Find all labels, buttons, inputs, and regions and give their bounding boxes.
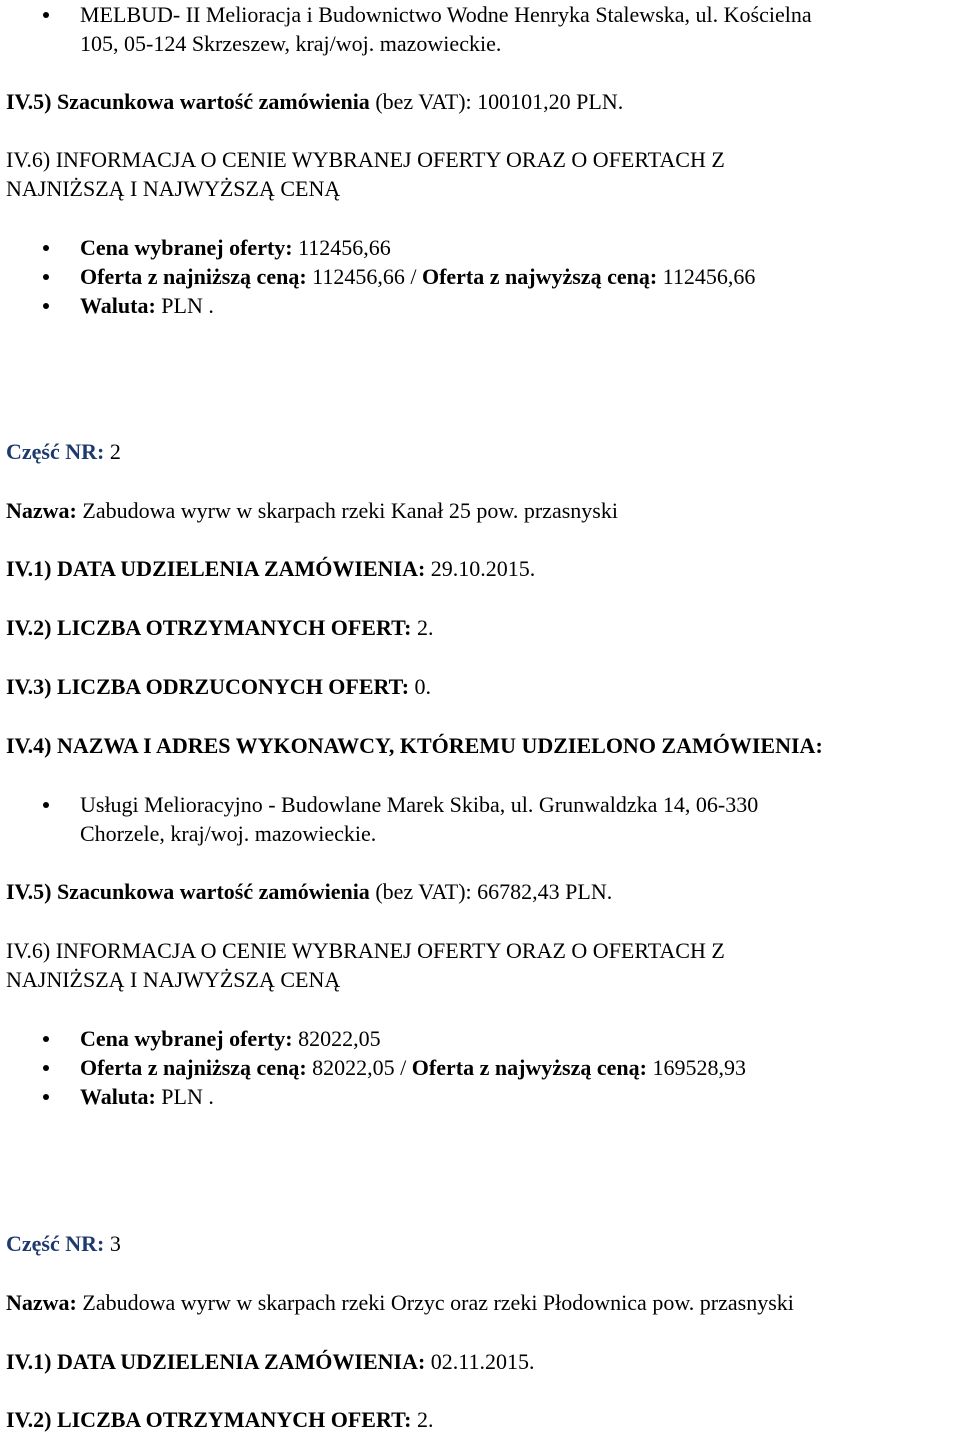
contractor-line-1: Usługi Melioracyjno - Budowlane Marek Skiba, ul. Grunwaldzka 14, 06-330	[80, 792, 759, 817]
price-info-heading-line-1: IV.6) INFORMACJA O CENIE WYBRANEJ OFERTY ORAZ O OFERTACH Z	[6, 147, 725, 172]
offers-received: 2.	[416, 1407, 434, 1432]
part-number-label: Część NR:	[6, 439, 105, 464]
selected-offer-price-label: Cena wybranej oferty:	[80, 235, 293, 260]
price-info-heading-line-2: NAJNIŻSZĄ I NAJWYŻSZĄ CENĄ	[6, 176, 341, 201]
award-date-line	[6, 1347, 956, 1376]
offers-received: 2.	[416, 615, 434, 640]
price-info-heading-line-2: NAJNIŻSZĄ I NAJWYŻSZĄ CENĄ	[6, 967, 341, 992]
estimated-value-line	[6, 877, 956, 906]
part-name-label: Nazwa:	[6, 1290, 77, 1315]
offer-separator: /	[410, 264, 417, 289]
estimated-value-label: IV.5) Szacunkowa wartość zamówienia	[6, 879, 370, 904]
contractor-heading: IV.4) NAZWA I ADRES WYKONAWCY, KTÓREMU UDZIELONO ZAMÓWIENIA:	[6, 733, 823, 758]
selected-offer-price-item	[80, 1024, 950, 1053]
part-name: Zabudowa wyrw w skarpach rzeki Kanał 25 pow. przasnyski	[82, 498, 618, 523]
currency-label: Waluta:	[80, 1084, 156, 1109]
lowest-offer-label: Oferta z najniższą ceną:	[80, 264, 307, 289]
contractor-list-item	[80, 790, 950, 848]
price-info-heading-line-1: IV.6) INFORMACJA O CENIE WYBRANEJ OFERTY ORAZ O OFERTACH Z	[6, 938, 725, 963]
offers-received-line	[6, 1405, 956, 1434]
part-number: 2	[109, 439, 121, 464]
contractor-list-item	[80, 0, 950, 58]
currency-item	[80, 291, 950, 320]
offer-range-item	[80, 262, 950, 291]
part-name: Zabudowa wyrw w skarpach rzeki Orzyc oraz rzeki Płodownica pow. przasnyski	[82, 1290, 794, 1315]
estimated-value-note: (bez VAT):	[375, 879, 472, 904]
part-name-line	[6, 1288, 956, 1317]
award-date: 29.10.2015.	[430, 556, 536, 581]
currency-item	[80, 1082, 950, 1111]
part-number: 3	[109, 1231, 121, 1256]
lowest-offer-label: Oferta z najniższą ceną:	[80, 1055, 307, 1080]
estimated-value: 100101,20 PLN.	[477, 89, 624, 114]
lowest-offer-value: 112456,66	[312, 264, 405, 289]
offers-received-line	[6, 613, 956, 642]
award-date: 02.11.2015.	[430, 1349, 535, 1374]
selected-offer-price-item	[80, 233, 950, 262]
highest-offer-label: Oferta z najwyższą ceną:	[411, 1055, 647, 1080]
lowest-offer-value: 82022,05	[312, 1055, 395, 1080]
offers-received-label: IV.2) LICZBA OTRZYMANYCH OFERT:	[6, 615, 412, 640]
currency-label: Waluta:	[80, 293, 156, 318]
contractor-line-1: MELBUD- II Melioracja i Budownictwo Wodne Henryka Stalewska, ul. Kościelna	[80, 2, 812, 27]
highest-offer-value: 112456,66	[662, 264, 756, 289]
part-number-label: Część NR:	[6, 1231, 105, 1256]
estimated-value-label: IV.5) Szacunkowa wartość zamówienia	[6, 89, 370, 114]
offers-rejected-line	[6, 672, 956, 701]
offer-separator: /	[400, 1055, 407, 1080]
currency-value: PLN .	[161, 293, 214, 318]
offer-range-item	[80, 1053, 950, 1082]
contractor-line-2: 105, 05-124 Skrzeszew, kraj/woj. mazowieckie.	[80, 31, 502, 56]
award-date-label: IV.1) DATA UDZIELENIA ZAMÓWIENIA:	[6, 1349, 426, 1374]
estimated-value-note: (bez VAT):	[375, 89, 472, 114]
highest-offer-label: Oferta z najwyższą ceną:	[421, 264, 658, 289]
offers-rejected-label: IV.3) LICZBA ODRZUCONYCH OFERT:	[6, 674, 410, 699]
selected-offer-price-label: Cena wybranej oferty:	[80, 1026, 293, 1051]
part-number-line	[6, 1229, 956, 1258]
currency-value: PLN .	[161, 1084, 214, 1109]
price-info-heading	[6, 145, 956, 203]
highest-offer-value: 169528,93	[652, 1055, 746, 1080]
estimated-value: 66782,43 PLN.	[477, 879, 613, 904]
selected-offer-price: 82022,05	[298, 1026, 381, 1051]
part-name-line	[6, 496, 956, 525]
estimated-value-line	[6, 87, 956, 116]
price-info-heading	[6, 936, 956, 994]
part-name-label: Nazwa:	[6, 498, 77, 523]
selected-offer-price: 112456,66	[298, 235, 391, 260]
award-date-line	[6, 554, 956, 583]
offers-rejected: 0.	[414, 674, 432, 699]
award-date-label: IV.1) DATA UDZIELENIA ZAMÓWIENIA:	[6, 556, 426, 581]
contractor-line-2: Chorzele, kraj/woj. mazowieckie.	[80, 821, 377, 846]
part-number-line	[6, 437, 956, 466]
offers-received-label: IV.2) LICZBA OTRZYMANYCH OFERT:	[6, 1407, 412, 1432]
